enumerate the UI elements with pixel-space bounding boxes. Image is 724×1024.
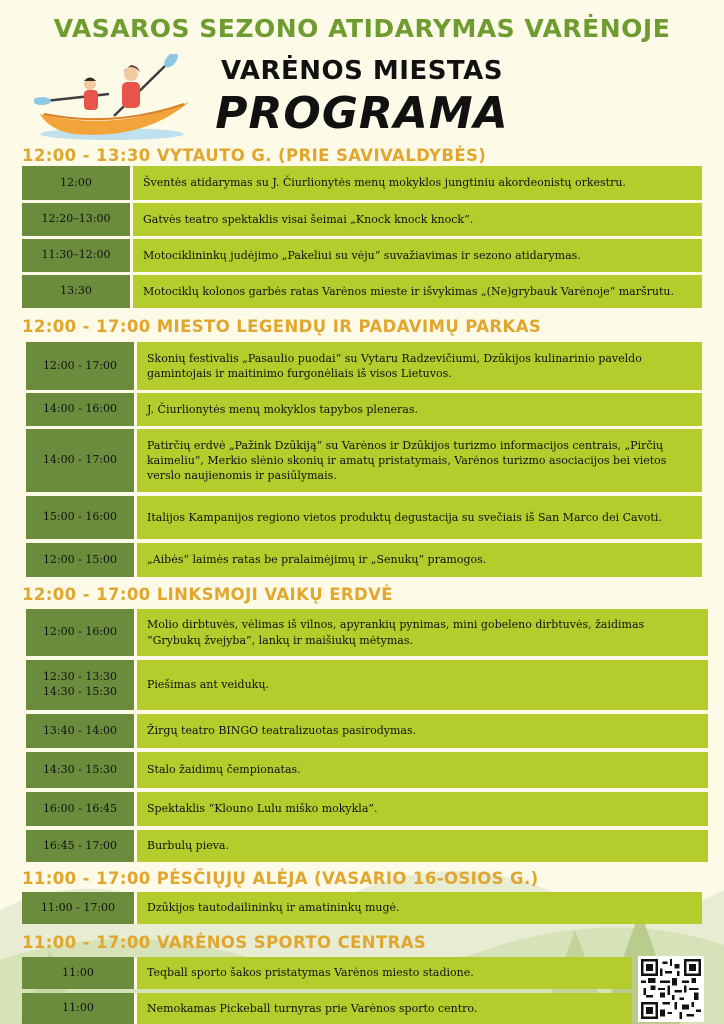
- table-row: [22, 892, 702, 924]
- row-description: Patirčių erdvė „Pažink Dzūkiją“ su Varėnos ir Dzūkijos turizmo informacijos centrais, „Pirčių kaimeliu“, Merkio slėnio skonių ir amatų pristatymais, Varėnos turizmo asociacijos bei vietos verslo naujienomis ir pasiūlymais.: [134, 429, 702, 492]
- row-time: 11:00: [22, 993, 134, 1024]
- table-row: [22, 957, 632, 989]
- row-time: 13:30: [22, 275, 130, 308]
- table-row: [26, 609, 708, 656]
- row-description: Piešimas ant veidukų.: [134, 660, 708, 710]
- table-row: [26, 496, 702, 539]
- table-row: [26, 660, 708, 710]
- row-time: 15:00 - 16:00: [26, 496, 134, 539]
- row-description: Stalo žaidimų čempionatas.: [134, 752, 708, 788]
- qr-code-icon[interactable]: [638, 956, 704, 1022]
- table-row: [26, 714, 708, 748]
- row-description: Spektaklis “Klouno Lulu miško mokykla”.: [134, 792, 708, 826]
- section-title-legendu-parkas: 12:00 - 17:00 MIESTO LEGENDŲ IR PADAVIMŲ PARKAS: [22, 317, 542, 336]
- table-row: [22, 239, 702, 272]
- row-time: 11:00: [22, 957, 134, 989]
- table-row: [26, 429, 702, 492]
- main-title: VASAROS SEZONO ATIDARYMAS VARĖNOJE: [53, 14, 671, 43]
- row-time: 12:20–13:00: [22, 203, 130, 236]
- section-title-sporto-centras: 11:00 - 17:00 VARĖNOS SPORTO CENTRAS: [22, 933, 427, 952]
- row-time: 14:00 - 16:00: [26, 393, 134, 426]
- section-title-pesciuju-aleja: 11:00 - 17:00 PĖSČIŲJŲ ALĖJA (VASARIO 16-OSIOS G.): [22, 869, 539, 888]
- row-description: Motociklų kolonos garbės ratas Varėnos mieste ir išvykimas „(Ne)grybauk Varėnoje“ maršrutu.: [130, 275, 702, 308]
- row-time: 11:00 - 17:00: [22, 892, 134, 924]
- row-description: Nemokamas Pickeball turnyras prie Varėnos sporto centro.: [134, 993, 632, 1024]
- row-description: Žirgų teatro BINGO teatralizuotas pasirodymas.: [134, 714, 708, 748]
- row-description: Burbulų pieva.: [134, 830, 708, 862]
- row-description: Motociklininkų judėjimo „Pakeliui su vėju“ suvažiavimas ir sezono atidarymas.: [130, 239, 702, 272]
- row-description: Teqball sporto šakos pristatymas Varėnos miesto stadione.: [134, 957, 632, 989]
- section-title-vaiku-erdve: 12:00 - 17:00 LINKSMOJI VAIKŲ ERDVĖ: [22, 585, 393, 604]
- row-time: 14:30 - 15:30: [26, 752, 134, 788]
- row-description: Dzūkijos tautodailininkų ir amatininkų mugė.: [134, 892, 702, 924]
- table-row: [26, 830, 708, 862]
- row-description: Molio dirbtuvės, vėlimas iš vilnos, apyrankių pynimas, mini gobeleno dirbtuvės, žaidimas “Grybukų žvejyba”, lankų ir maišiukų mėtymas.: [134, 609, 708, 656]
- row-description: Šventės atidarymas su J. Čiurlionytės menų mokyklos jungtiniu akordeonistų orkestru.: [130, 166, 702, 200]
- row-description: „Aibės“ laimės ratas be pralaimėjimų ir „Senukų“ pramogos.: [134, 543, 702, 577]
- table-row: [22, 275, 702, 308]
- table-row: [22, 993, 632, 1024]
- row-time: 12:00 - 15:00: [26, 543, 134, 577]
- row-time: 12:30 - 13:30 14:30 - 15:30: [26, 660, 134, 710]
- row-time: 12:00 - 17:00: [26, 342, 134, 390]
- row-time: 16:45 - 17:00: [26, 830, 134, 862]
- row-description: J. Čiurlionytės menų mokyklos tapybos pleneras.: [134, 393, 702, 426]
- city-title: VARĖNOS MIESTAS: [221, 56, 503, 86]
- row-description: Skonių festivalis „Pasaulio puodai“ su Vytaru Radzevičiumi, Dzūkijos kulinarinio paveldo gamintojais ir maitinimo furgonėliais iš visos Lietuvos.: [134, 342, 702, 390]
- table-row: [26, 792, 708, 826]
- section-title-vytauto: 12:00 - 13:30 VYTAUTO G. (PRIE SAVIVALDYBĖS): [22, 146, 487, 165]
- row-time: 16:00 - 16:45: [26, 792, 134, 826]
- row-time: 12:00: [22, 166, 130, 200]
- program-title: PROGRAMA: [215, 88, 509, 139]
- table-row: [22, 203, 702, 236]
- table-row: [22, 166, 702, 200]
- row-description: Gatvės teatro spektaklis visai šeimai „Knock knock knock“.: [130, 203, 702, 236]
- table-row: [26, 543, 702, 577]
- table-row: [26, 342, 702, 390]
- row-time: 12:00 - 16:00: [26, 609, 134, 656]
- row-description: Italijos Kampanijos regiono vietos produktų degustacija su svečiais iš San Marco dei Cavoti.: [134, 496, 702, 539]
- row-time: 14:00 - 17:00: [26, 429, 134, 492]
- table-row: [26, 393, 702, 426]
- table-row: [26, 752, 708, 788]
- row-time: 13:40 - 14:00: [26, 714, 134, 748]
- row-time: 11:30–12:00: [22, 239, 130, 272]
